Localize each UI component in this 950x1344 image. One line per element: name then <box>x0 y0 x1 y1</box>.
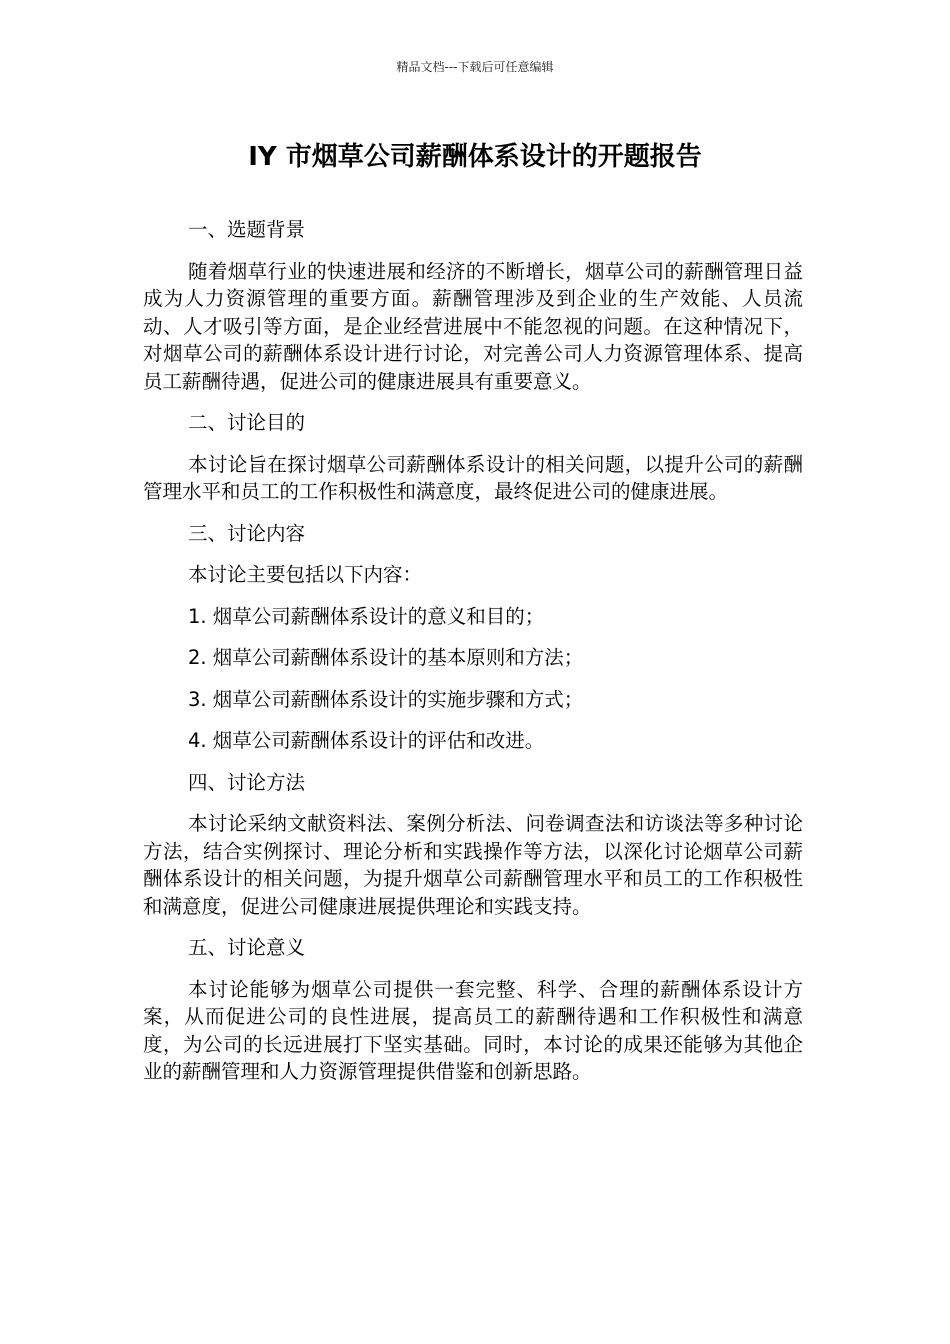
section-heading-background: 一、选题背景 <box>188 218 306 241</box>
section-intro-content: 本讨论主要包括以下内容： <box>188 563 423 586</box>
list-item: 1. 烟草公司薪酬体系设计的意义和目的； <box>188 604 545 628</box>
document-body <box>143 216 803 1100</box>
section-heading-content: 三、讨论内容 <box>188 521 306 545</box>
section-paragraph-significance: 本讨论能够为烟草公司提供一套完整、科学、合理的薪酬体系设计方案，从而促进公司的良性进展，提高员工的薪酬待遇和工作积极性和满意度，为公司的长远进展打下坚实基础。同时，本讨论的成果还能够为其他企业的薪酬管理和人力资源管理提供借鉴和创新思路。 <box>143 977 803 1083</box>
document-title: IY 市烟草公司薪酬体系设计的开题报告 <box>248 142 702 172</box>
section-heading-purpose: 二、讨论目的 <box>188 411 306 434</box>
section-paragraph-background: 随着烟草行业的快速进展和经济的不断增长，烟草公司的薪酬管理日益成为人力资源管理的重要方面。薪酬管理涉及到企业的生产效能、人员流动、人才吸引等方面，是企业经营进展中不能忽视的问题。在这种情况下，对烟草公司的薪酬体系设计进行讨论，对完善公司人力资源管理体系、提高员工薪酬待遇，促进公司的健康进展具有重要意义。 <box>143 259 803 393</box>
list-item: 4. 烟草公司薪酬体系设计的评估和改进。 <box>188 729 545 752</box>
list-item: 3. 烟草公司薪酬体系设计的实施步骤和方式； <box>188 687 584 711</box>
section-heading-significance: 五、讨论意义 <box>188 936 306 959</box>
section-paragraph-method: 本讨论采纳文献资料法、案例分析法、问卷调查法和访谈法等多种讨论方法，结合实例探讨、理论分析和实践操作等方法，以深化讨论烟草公司薪酬体系设计的相关问题，为提升烟草公司薪酬管理水平和员工的工作积极性和满意度，促进公司健康进展提供理论和实践支持。 <box>143 812 803 918</box>
list-item: 2. 烟草公司薪酬体系设计的基本原则和方法； <box>188 646 584 669</box>
page-header: 精品文档---下载后可任意编辑 <box>396 60 554 74</box>
section-heading-method: 四、讨论方法 <box>188 770 306 794</box>
section-paragraph-purpose: 本讨论旨在探讨烟草公司薪酬体系设计的相关问题，以提升公司的薪酬管理水平和员工的工作积极性和满意度，最终促进公司的健康进展。 <box>143 452 803 503</box>
